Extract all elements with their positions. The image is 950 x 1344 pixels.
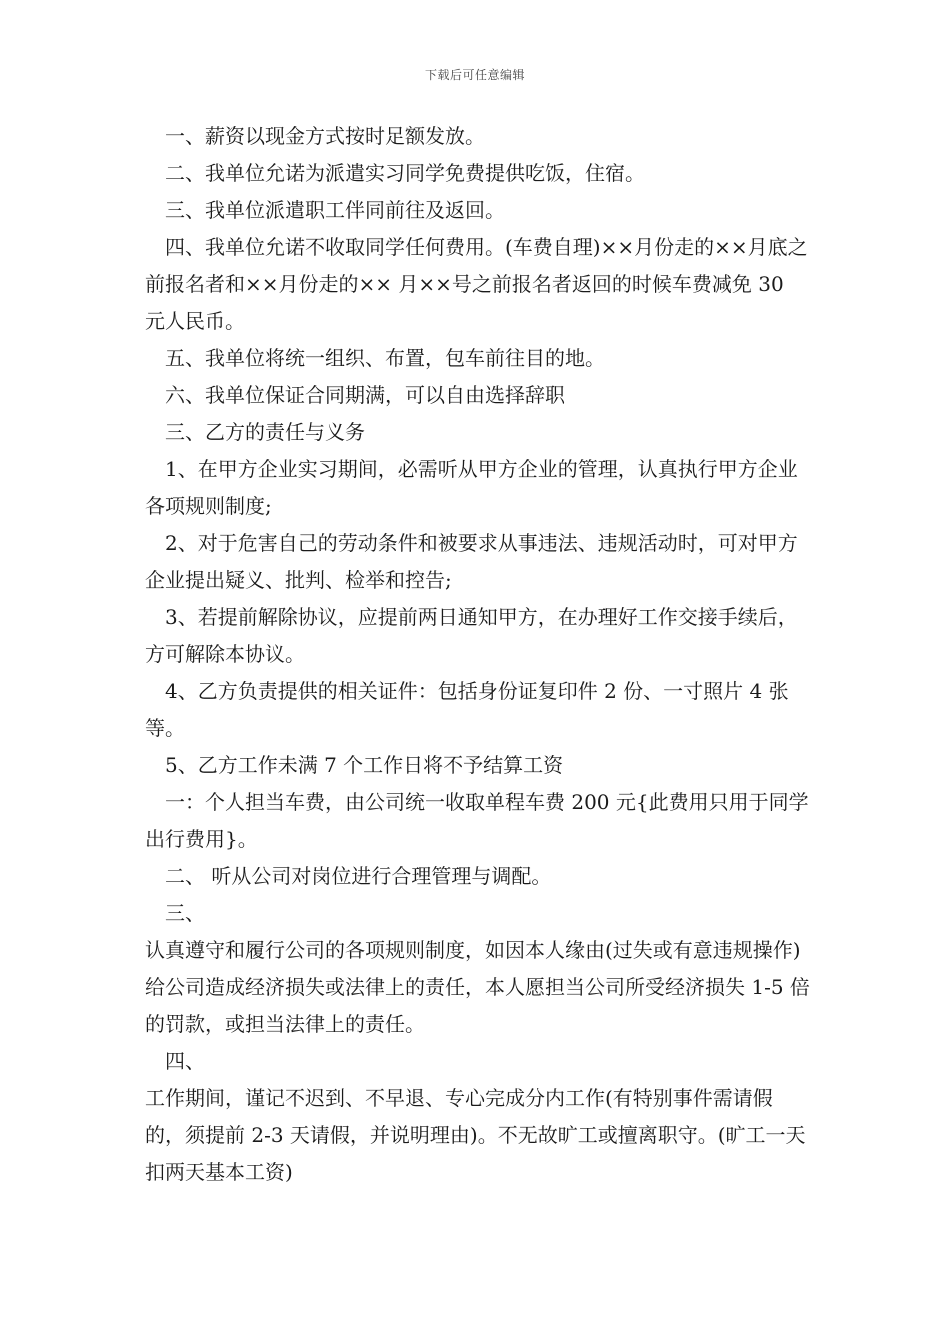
paragraph-16: 认真遵守和履行公司的各项规则制度，如因本人缘由(过失或有意违规操作)给公司造成经济损失或法律上的责任，本人愿担当公司所受经济损失 1-5 倍的罚款，或担当法律上的责任。 — [145, 938, 810, 1036]
section-heading: 三、乙方的责任与义务 — [165, 420, 365, 444]
paragraph-5: 五、我单位将统一组织、布置，包车前往目的地。 — [165, 346, 605, 370]
paragraph-12: 5、乙方工作未满 7 个工作日将不予结算工资 — [165, 753, 564, 777]
paragraph-9: 2、对于危害自己的劳动条件和被要求从事违法、违规活动时，可对甲方企业提出疑义、批判、检举和控告; — [145, 531, 798, 592]
paragraph-11: 4、乙方负责提供的相关证件：包括身份证复印件 2 份、一寸照片 4 张等。 — [145, 679, 789, 740]
paragraph-15: 三、 — [165, 901, 205, 925]
paragraph-8: 1、在甲方企业实习期间，必需听从甲方企业的管理，认真执行甲方企业各项规则制度; — [145, 457, 798, 518]
paragraph-1: 一、薪资以现金方式按时足额发放。 — [165, 124, 485, 148]
document-body — [145, 118, 810, 1191]
paragraph-13: 一：个人担当车费，由公司统一收取单程车费 200 元{此费用只用于同学出行费用}。 — [145, 790, 809, 851]
paragraph-14: 二、 听从公司对岗位进行合理管理与调配。 — [165, 864, 552, 888]
paragraph-2: 二、我单位允诺为派遣实习同学免费提供吃饭，住宿。 — [165, 161, 645, 185]
paragraph-17: 四、 — [165, 1049, 205, 1073]
paragraph-3: 三、我单位派遣职工伴同前往及返回。 — [165, 198, 505, 222]
paragraph-10: 3、若提前解除协议，应提前两日通知甲方，在办理好工作交接手续后，方可解除本协议。 — [145, 605, 798, 666]
paragraph-4: 四、我单位允诺不收取同学任何费用。(车费自理)××月份走的××月底之前报名者和××月份走的×× 月××号之前报名者返回的时候车费减免 30 元人民币。 — [145, 235, 808, 333]
page-header: 下载后可任意编辑 — [424, 68, 525, 82]
paragraph-18: 工作期间，谨记不迟到、不早退、专心完成分内工作(有特别事件需请假的，须提前 2-3 天请假，并说明理由)。不无故旷工或擅离职守。(旷工一天扣两天基本工资) — [145, 1086, 806, 1184]
paragraph-6: 六、我单位保证合同期满，可以自由选择辞职 — [165, 383, 565, 407]
